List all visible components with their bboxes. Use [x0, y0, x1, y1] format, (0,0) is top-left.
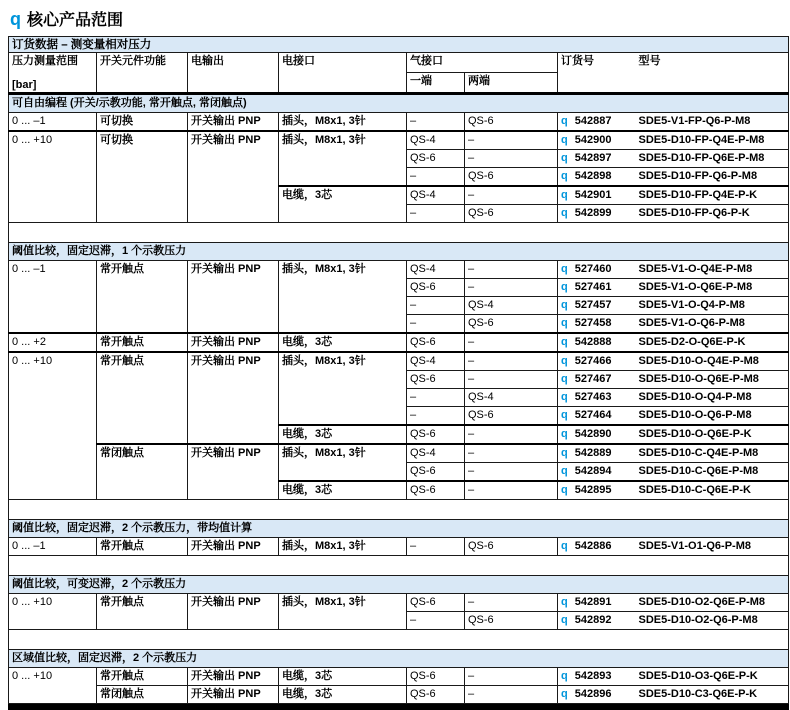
cell-order-no[interactable]	[558, 407, 634, 426]
cell-one-end: QS-4	[407, 131, 465, 150]
section-spacer	[9, 223, 789, 243]
order-number[interactable]: 527458	[574, 317, 612, 329]
cell-both-ends: QS-6	[465, 538, 558, 556]
cell-electrical: 电缆，3芯	[279, 186, 407, 223]
cell-order-no[interactable]	[558, 333, 634, 352]
table-row	[9, 333, 789, 352]
column-header-row-1	[9, 53, 789, 73]
cell-range: 0 ... –1	[9, 113, 97, 132]
table-row	[9, 352, 789, 371]
cell-output: 开关输出 PNP	[188, 261, 279, 334]
cell-one-end: –	[407, 407, 465, 426]
cell-function: 常闭触点	[97, 444, 188, 500]
cell-order-no[interactable]	[558, 315, 634, 334]
col-header-range	[9, 53, 97, 94]
order-number[interactable]: 542887	[574, 115, 612, 127]
order-number[interactable]: 527461	[574, 281, 612, 293]
section-spacer	[9, 556, 789, 576]
order-number[interactable]: 527467	[574, 373, 612, 385]
cell-function: 可切换	[97, 113, 188, 132]
order-logo-q-icon: q	[561, 281, 568, 293]
cell-model: SDE5-D10-FP-Q6-P-K	[634, 205, 789, 223]
order-logo-q-icon: q	[561, 596, 568, 608]
spacer-cell	[9, 223, 789, 243]
order-logo-q-icon: q	[561, 670, 568, 682]
cell-output: 开关输出 PNP	[188, 352, 279, 444]
cell-one-end: QS-6	[407, 481, 465, 500]
cell-function: 常闭触点	[97, 686, 188, 704]
order-logo-q-icon: q	[561, 355, 568, 367]
order-number[interactable]: 542900	[574, 134, 612, 146]
cell-both-ends: QS-4	[465, 389, 558, 407]
cell-order-no[interactable]	[558, 279, 634, 297]
cell-range: 0 ... +10	[9, 594, 97, 630]
order-logo-q-icon: q	[561, 391, 568, 403]
cell-order-no[interactable]	[558, 425, 634, 444]
cell-both-ends: –	[465, 425, 558, 444]
cell-function: 常开触点	[97, 352, 188, 444]
cell-output: 开关输出 PNP	[188, 131, 279, 223]
order-number[interactable]: 542899	[574, 207, 612, 219]
ordering-data-table	[8, 36, 789, 710]
cell-both-ends: –	[465, 444, 558, 463]
cell-model: SDE5-D10-O-Q4E-P-M8	[634, 352, 789, 371]
cell-both-ends: –	[465, 481, 558, 500]
cell-model: SDE5-D10-O2-Q6E-P-M8	[634, 594, 789, 612]
cell-both-ends: –	[465, 131, 558, 150]
cell-model: SDE5-V1-O-Q6E-P-M8	[634, 279, 789, 297]
order-number[interactable]: 542886	[574, 540, 612, 552]
cell-electrical: 电缆，3芯	[279, 425, 407, 444]
cell-model: SDE5-V1-O-Q4-P-M8	[634, 297, 789, 315]
order-logo-q-icon: q	[561, 484, 568, 496]
cell-function: 常开触点	[97, 538, 188, 556]
cell-function: 常开触点	[97, 594, 188, 630]
cell-electrical: 电缆，3芯	[279, 333, 407, 352]
order-logo-q-icon: q	[561, 263, 568, 275]
cell-electrical: 电缆，3芯	[279, 686, 407, 704]
cell-model: SDE5-D10-O3-Q6E-P-K	[634, 668, 789, 686]
order-logo-q-icon: q	[561, 189, 568, 201]
cell-order-no[interactable]	[558, 481, 634, 500]
table-row	[9, 261, 789, 279]
order-number[interactable]: 542893	[574, 670, 612, 682]
cell-one-end: QS-4	[407, 444, 465, 463]
order-logo-q-icon: q	[561, 465, 568, 477]
cell-both-ends: QS-6	[465, 315, 558, 334]
order-logo-q-icon: q	[561, 115, 568, 127]
order-logo-q-icon: q	[561, 540, 568, 552]
order-number[interactable]: 542894	[574, 465, 612, 477]
order-logo-q-icon: q	[561, 688, 568, 700]
cell-electrical: 电缆，3芯	[279, 481, 407, 500]
cell-one-end: –	[407, 113, 465, 132]
order-number[interactable]: 542891	[574, 596, 612, 608]
cell-electrical: 插头，M8x1, 3针	[279, 538, 407, 556]
cell-model: SDE5-D10-O-Q6E-P-M8	[634, 371, 789, 389]
section-header-row	[9, 94, 789, 113]
col-header-one-end: 一端	[407, 72, 465, 93]
table-title-text: 订货数据 – 测变量相对压力	[9, 37, 789, 53]
section-header-row	[9, 650, 789, 668]
order-number[interactable]: 527460	[574, 263, 612, 275]
table-row	[9, 594, 789, 612]
table-title-bar	[9, 37, 789, 53]
bottom-bar-row	[9, 704, 789, 710]
section-header-row	[9, 576, 789, 594]
cell-one-end: QS-6	[407, 279, 465, 297]
table-row	[9, 444, 789, 463]
spacer-cell	[9, 630, 789, 650]
spacer-cell	[9, 556, 789, 576]
cell-electrical: 插头，M8x1, 3针	[279, 261, 407, 334]
cell-both-ends: QS-4	[465, 297, 558, 315]
spacer-cell	[9, 500, 789, 520]
cell-model: SDE5-D10-O-Q6-P-M8	[634, 407, 789, 426]
cell-function: 可切换	[97, 131, 188, 223]
cell-order-no[interactable]	[558, 113, 634, 132]
cell-one-end: QS-6	[407, 463, 465, 482]
cell-model: SDE5-V1-FP-Q6-P-M8	[634, 113, 789, 132]
section-title: 阈值比较，固定迟滞，2 个示教压力，带均值计算	[9, 520, 789, 538]
order-number[interactable]: 527457	[574, 299, 612, 311]
order-logo-q-icon: q	[561, 373, 568, 385]
cell-one-end: QS-6	[407, 371, 465, 389]
cell-range: 0 ... +10	[9, 352, 97, 500]
cell-both-ends: –	[465, 261, 558, 279]
section-title: 可自由编程 (开关/示教功能, 常开触点, 常闭触点)	[9, 94, 789, 113]
cell-one-end: QS-4	[407, 186, 465, 205]
cell-one-end: –	[407, 612, 465, 630]
cell-electrical: 电缆，3芯	[279, 668, 407, 686]
cell-one-end: –	[407, 389, 465, 407]
cell-both-ends: QS-6	[465, 113, 558, 132]
cell-electrical: 插头，M8x1, 3针	[279, 352, 407, 425]
cell-both-ends: –	[465, 463, 558, 482]
bottom-bar	[9, 704, 789, 710]
cell-function: 常开触点	[97, 261, 188, 334]
table-row	[9, 131, 789, 150]
cell-order-no[interactable]	[558, 186, 634, 205]
brand-q-logo-icon: q	[10, 9, 21, 29]
section-title: 阈值比较，可变迟滞，2 个示教压力	[9, 576, 789, 594]
order-logo-q-icon: q	[561, 170, 568, 182]
col-header-electrical: 电接口	[279, 53, 407, 94]
order-number[interactable]: 542888	[574, 336, 612, 348]
cell-one-end: QS-6	[407, 333, 465, 352]
cell-both-ends: QS-6	[465, 168, 558, 187]
table-row	[9, 686, 789, 704]
cell-model: SDE5-D10-O-Q4-P-M8	[634, 389, 789, 407]
cell-one-end: QS-6	[407, 686, 465, 704]
order-number[interactable]: 542892	[574, 614, 612, 626]
cell-electrical: 插头，M8x1, 3针	[279, 594, 407, 630]
table-body	[9, 94, 789, 710]
cell-range: 0 ... +10	[9, 668, 97, 704]
table-row	[9, 113, 789, 132]
cell-order-no[interactable]	[558, 463, 634, 482]
cell-model: SDE5-D2-O-Q6E-P-K	[634, 333, 789, 352]
cell-model: SDE5-V1-O-Q4E-P-M8	[634, 261, 789, 279]
cell-order-no[interactable]	[558, 538, 634, 556]
cell-order-no[interactable]	[558, 668, 634, 686]
col-header-pneumatic: 气接口	[407, 53, 558, 73]
cell-model: SDE5-D10-O2-Q6-P-M8	[634, 612, 789, 630]
order-logo-q-icon: q	[561, 336, 568, 348]
order-number[interactable]: 542896	[574, 688, 612, 700]
cell-electrical: 插头，M8x1, 3针	[279, 444, 407, 481]
cell-output: 开关输出 PNP	[188, 538, 279, 556]
cell-order-no[interactable]	[558, 444, 634, 463]
order-logo-q-icon: q	[561, 317, 568, 329]
cell-order-no[interactable]	[558, 612, 634, 630]
cell-order-no[interactable]	[558, 686, 634, 704]
col-header-range-label: 压力测量范围	[12, 55, 78, 67]
cell-model: SDE5-D10-C-Q6E-P-K	[634, 481, 789, 500]
cell-both-ends: –	[465, 668, 558, 686]
cell-both-ends: –	[465, 150, 558, 168]
order-number[interactable]: 527463	[574, 391, 612, 403]
cell-both-ends: –	[465, 186, 558, 205]
cell-output: 开关输出 PNP	[188, 686, 279, 704]
cell-both-ends: –	[465, 333, 558, 352]
cell-output: 开关输出 PNP	[188, 444, 279, 500]
cell-range: 0 ... +2	[9, 333, 97, 352]
cell-model: SDE5-D10-C-Q4E-P-M8	[634, 444, 789, 463]
cell-order-no[interactable]	[558, 371, 634, 389]
col-header-range-unit: [bar]	[12, 79, 37, 91]
cell-model: SDE5-D10-C-Q6E-P-M8	[634, 463, 789, 482]
order-number[interactable]: 542890	[574, 428, 612, 440]
section-spacer	[9, 500, 789, 520]
cell-order-no[interactable]	[558, 352, 634, 371]
col-header-function: 开关元件功能	[97, 53, 188, 94]
cell-order-no[interactable]	[558, 297, 634, 315]
section-header-row	[9, 243, 789, 261]
order-number[interactable]: 542898	[574, 170, 612, 182]
cell-both-ends: QS-6	[465, 407, 558, 426]
col-header-model: 型号	[634, 53, 789, 94]
col-header-order-no: 订货号	[558, 53, 634, 94]
cell-model: SDE5-V1-O1-Q6-P-M8	[634, 538, 789, 556]
cell-model: SDE5-D10-FP-Q6-P-M8	[634, 168, 789, 187]
cell-function: 常开触点	[97, 333, 188, 352]
table-row	[9, 668, 789, 686]
cell-range: 0 ... –1	[9, 538, 97, 556]
cell-one-end: –	[407, 538, 465, 556]
cell-order-no[interactable]	[558, 150, 634, 168]
order-number[interactable]: 527464	[574, 409, 612, 421]
order-logo-q-icon: q	[561, 614, 568, 626]
cell-model: SDE5-D10-FP-Q4E-P-K	[634, 186, 789, 205]
cell-both-ends: QS-6	[465, 205, 558, 223]
cell-one-end: –	[407, 297, 465, 315]
order-logo-q-icon: q	[561, 299, 568, 311]
order-number[interactable]: 542895	[574, 484, 612, 496]
order-logo-q-icon: q	[561, 152, 568, 164]
cell-model: SDE5-D10-FP-Q4E-P-M8	[634, 131, 789, 150]
order-number[interactable]: 542897	[574, 152, 612, 164]
cell-model: SDE5-D10-FP-Q6E-P-M8	[634, 150, 789, 168]
col-header-output: 电输出	[188, 53, 279, 94]
cell-output: 开关输出 PNP	[188, 333, 279, 352]
cell-order-no[interactable]	[558, 205, 634, 223]
cell-order-no[interactable]	[558, 389, 634, 407]
cell-output: 开关输出 PNP	[188, 113, 279, 132]
section-spacer	[9, 630, 789, 650]
cell-output: 开关输出 PNP	[188, 668, 279, 686]
order-logo-q-icon: q	[561, 409, 568, 421]
cell-output: 开关输出 PNP	[188, 594, 279, 630]
cell-order-no[interactable]	[558, 594, 634, 612]
table-row	[9, 538, 789, 556]
cell-one-end: QS-4	[407, 261, 465, 279]
cell-order-no[interactable]	[558, 168, 634, 187]
cell-electrical: 插头，M8x1, 3针	[279, 131, 407, 186]
cell-electrical: 插头，M8x1, 3针	[279, 113, 407, 132]
order-number[interactable]: 527466	[574, 355, 612, 367]
page-title	[10, 7, 790, 30]
cell-both-ends: –	[465, 279, 558, 297]
cell-one-end: QS-4	[407, 352, 465, 371]
order-number[interactable]: 542889	[574, 447, 612, 459]
cell-both-ends: –	[465, 686, 558, 704]
cell-one-end: –	[407, 168, 465, 187]
cell-both-ends: QS-6	[465, 612, 558, 630]
cell-both-ends: –	[465, 594, 558, 612]
col-header-both-ends: 两端	[465, 72, 558, 93]
cell-one-end: QS-6	[407, 425, 465, 444]
order-logo-q-icon: q	[561, 207, 568, 219]
section-title: 区域值比较，固定迟滞，2 个示教压力	[9, 650, 789, 668]
cell-one-end: –	[407, 315, 465, 334]
cell-both-ends: –	[465, 352, 558, 371]
cell-one-end: QS-6	[407, 594, 465, 612]
cell-range: 0 ... +10	[9, 131, 97, 223]
order-logo-q-icon: q	[561, 447, 568, 459]
page-title-text: 核心产品范围	[27, 12, 124, 29]
cell-one-end: –	[407, 205, 465, 223]
cell-model: SDE5-D10-O-Q6E-P-K	[634, 425, 789, 444]
cell-order-no[interactable]	[558, 131, 634, 150]
cell-order-no[interactable]	[558, 261, 634, 279]
order-logo-q-icon: q	[561, 134, 568, 146]
order-logo-q-icon: q	[561, 428, 568, 440]
section-title: 阈值比较，固定迟滞，1 个示教压力	[9, 243, 789, 261]
cell-one-end: QS-6	[407, 150, 465, 168]
cell-model: SDE5-D10-C3-Q6E-P-K	[634, 686, 789, 704]
section-header-row	[9, 520, 789, 538]
cell-both-ends: –	[465, 371, 558, 389]
cell-range: 0 ... –1	[9, 261, 97, 334]
cell-function: 常开触点	[97, 668, 188, 686]
order-number[interactable]: 542901	[574, 189, 612, 201]
cell-one-end: QS-6	[407, 668, 465, 686]
cell-model: SDE5-V1-O-Q6-P-M8	[634, 315, 789, 334]
